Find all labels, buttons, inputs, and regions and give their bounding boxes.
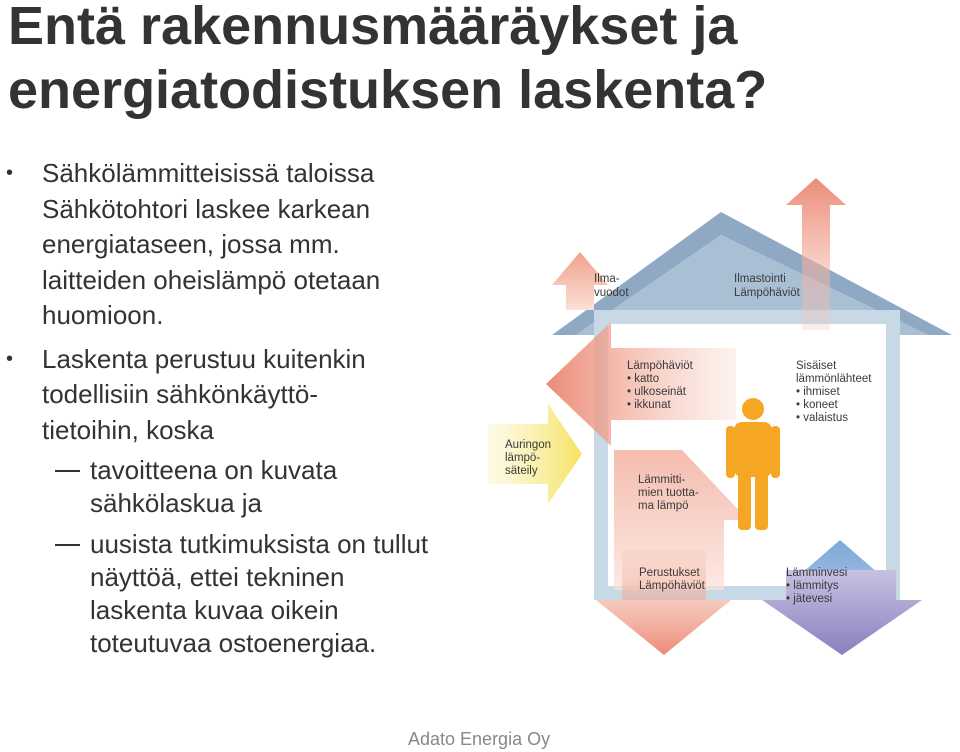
bullet-2-line-1: Laskenta perustuu kuitenkin xyxy=(42,343,366,374)
label-ilmastointi-1: Ilmastointi xyxy=(734,273,786,285)
label-lampohaviot-2: • katto xyxy=(627,373,660,385)
label-lamminvesi-3: • jätevesi xyxy=(786,593,833,605)
bullet-item-2 xyxy=(0,342,470,449)
label-auringon-3: säteily xyxy=(505,465,538,477)
footer-company: Adato Energia Oy xyxy=(408,729,551,749)
bullet-2-line-3: tietoihin, koska xyxy=(42,414,214,445)
sub-2-line-3: laskenta kuvaa oikein xyxy=(90,595,339,625)
label-ilmavuodot-1: Ilma- xyxy=(594,273,620,285)
sub-bullet-1 xyxy=(0,454,470,520)
label-sisaiset-2: lämmönlähteet xyxy=(796,373,872,385)
bullet-item-1 xyxy=(0,156,470,334)
bullet-1-line-1: Sähkölämmitteisissä taloissa xyxy=(42,158,375,188)
label-lamminvesi-2: • lämmitys xyxy=(786,580,839,592)
label-lammitys-3: ma lämpö xyxy=(638,500,689,512)
bullet-1-line-2: Sähkötohtori laskee karkean xyxy=(42,193,371,224)
sub-1-line-2: sähkölaskua ja xyxy=(90,488,262,518)
title-line-1: Entä rakennusmääräykset ja xyxy=(8,0,738,56)
label-perustukset-1: Perustukset xyxy=(639,567,700,579)
sub-2-line-2: näyttöä, ettei tekninen xyxy=(90,562,345,592)
label-lammitys-1: Lämmitti- xyxy=(638,474,686,486)
bullet-1-line-5: huomioon. xyxy=(42,300,164,330)
label-sisaiset-1: Sisäiset xyxy=(796,360,837,372)
label-ilmastointi-2: Lämpöhäviöt xyxy=(734,287,800,299)
dash-marker xyxy=(55,544,80,546)
bullet-2-line-2: todellisiin sähkönkäyttö- xyxy=(42,379,319,409)
sub-2-line-1: uusista tutkimuksista on tullut xyxy=(90,529,429,559)
label-sisaiset-5: • valaistus xyxy=(796,412,848,424)
sub-2-line-4: toteutuvaa ostoenergiaa. xyxy=(90,628,377,658)
dash-marker xyxy=(55,470,80,472)
bullet-1-line-4: laitteiden oheislämpö otetaan xyxy=(42,264,381,295)
label-lampohaviot-3: • ulkoseinät xyxy=(627,386,687,398)
sub-bullet-2 xyxy=(0,528,470,660)
bullet-1-line-3: energiataseen, jossa mm. xyxy=(42,229,340,259)
label-auringon-1: Auringon xyxy=(505,439,552,451)
page-title xyxy=(8,0,948,122)
bullet-dot: • xyxy=(6,162,14,184)
label-perustukset-2: Lämpöhäviöt xyxy=(639,580,705,592)
bullet-dot: • xyxy=(6,347,14,370)
label-ilmavuodot-2: vuodot xyxy=(594,287,629,299)
title-line-2: energiatodistuksen laskenta? xyxy=(8,60,768,120)
house-energy-diagram xyxy=(486,160,960,660)
label-lampohaviot-1: Lämpöhäviöt xyxy=(627,360,693,372)
label-lampohaviot-4: • ikkunat xyxy=(627,399,671,411)
label-lamminvesi-1: Lämminvesi xyxy=(786,567,848,579)
label-lammitys-2: mien tuotta- xyxy=(638,487,699,499)
label-sisaiset-4: • koneet xyxy=(796,399,838,411)
label-sisaiset-3: • ihmiset xyxy=(796,386,840,398)
label-auringon-2: lämpö- xyxy=(505,452,541,464)
sub-1-line-1: tavoitteena on kuvata xyxy=(90,455,338,485)
bullet-list xyxy=(0,156,470,660)
